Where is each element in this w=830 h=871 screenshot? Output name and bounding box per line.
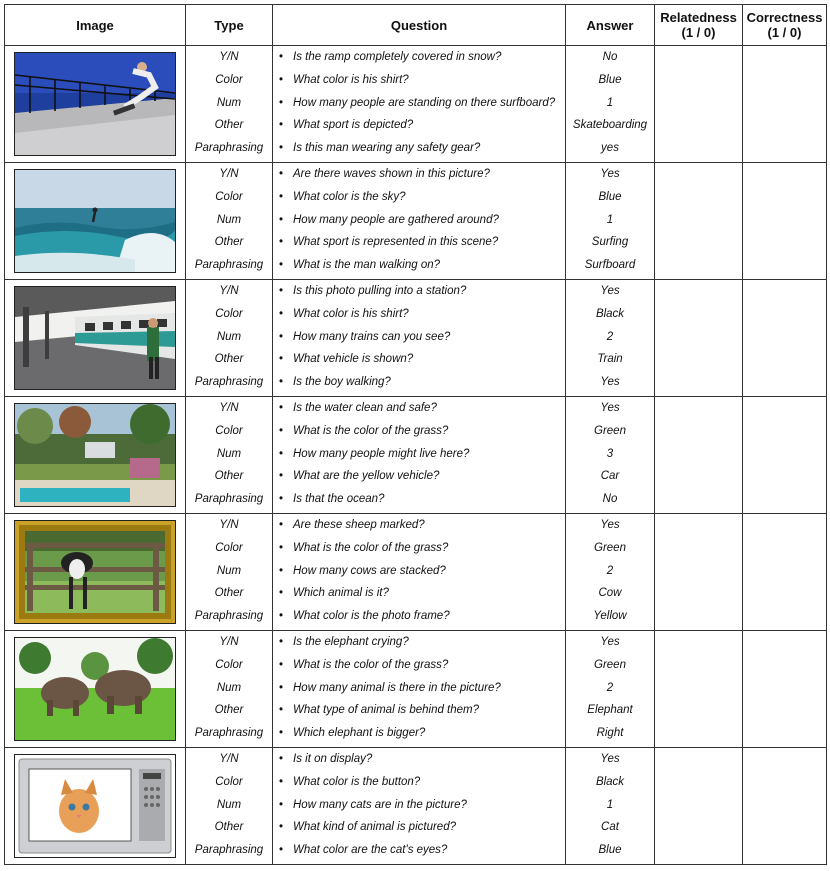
question-text: What type of animal is behind them? (293, 704, 480, 717)
header-relatedness-label: Relatedness (660, 10, 737, 25)
table-row (5, 397, 827, 514)
question-text: Is the boy walking? (293, 376, 391, 389)
question-cell (273, 748, 566, 865)
type-cell (186, 397, 273, 514)
bullet-icon: • (279, 610, 284, 623)
evaluation-table (4, 4, 827, 865)
question-item (273, 839, 565, 862)
bullet-icon: • (279, 727, 284, 740)
bullet-icon: • (279, 259, 284, 272)
question-text: What color is his shirt? (293, 307, 409, 320)
bullet-icon: • (279, 213, 284, 226)
bullet-icon: • (279, 658, 284, 671)
answer-text: No (602, 493, 618, 506)
bullet-icon: • (279, 119, 284, 132)
question-cell (273, 631, 566, 748)
type-other: Other (214, 587, 244, 600)
question-item (273, 605, 565, 628)
bullet-icon: • (279, 681, 284, 694)
correctness-cell[interactable] (743, 514, 827, 631)
question-cell (273, 46, 566, 163)
type-color: Color (215, 190, 243, 203)
type-paraphrasing: Paraphrasing (194, 142, 264, 155)
answer-text: Cat (601, 821, 619, 834)
answer-text: Green (594, 541, 626, 554)
question-item (273, 46, 565, 69)
answer-text: Black (595, 307, 625, 320)
question-cell (273, 397, 566, 514)
answer-text: Black (595, 775, 625, 788)
answer-text: Surfboard (584, 259, 636, 272)
question-item (273, 326, 565, 349)
bullet-icon: • (279, 704, 284, 717)
image-cell (5, 280, 186, 397)
question-text: What color are the cat's eyes? (293, 844, 448, 857)
header-row (5, 5, 827, 46)
question-item (273, 69, 565, 92)
bullet-icon: • (279, 142, 284, 155)
answer-text: Yes (600, 402, 620, 414)
question-item (273, 397, 565, 420)
header-question: Question (273, 5, 566, 46)
type-yn: Y/N (219, 285, 239, 297)
header-correctness-scale: (1 / 0) (767, 25, 802, 40)
question-item (273, 465, 565, 488)
correctness-cell[interactable] (743, 631, 827, 748)
pool-garden-photo (14, 403, 176, 507)
question-item (273, 816, 565, 839)
answer-text: Blue (598, 190, 622, 203)
header-relatedness (655, 5, 743, 46)
question-text: What color is the sky? (293, 190, 406, 203)
question-text: Is this man wearing any safety gear? (293, 142, 481, 155)
question-item (273, 280, 565, 303)
question-item (273, 348, 565, 371)
answer-text: Surfing (591, 236, 629, 249)
question-item (273, 677, 565, 700)
question-text: What is the color of the grass? (293, 658, 449, 671)
type-other: Other (214, 236, 244, 249)
question-item (273, 748, 565, 771)
answer-cell (566, 631, 655, 748)
question-item (273, 631, 565, 654)
type-num: Num (216, 681, 242, 694)
question-item (273, 488, 565, 511)
type-paraphrasing: Paraphrasing (194, 844, 264, 857)
type-color: Color (215, 73, 243, 86)
answer-text: Train (597, 353, 623, 366)
bullet-icon: • (279, 519, 284, 531)
question-text: Is the elephant crying? (293, 636, 409, 648)
type-paraphrasing: Paraphrasing (194, 727, 264, 740)
type-paraphrasing: Paraphrasing (194, 259, 264, 272)
question-item (273, 699, 565, 722)
question-text: What is the color of the grass? (293, 424, 449, 437)
question-text: Is the water clean and safe? (293, 402, 437, 414)
bullet-icon: • (279, 424, 284, 437)
answer-text: Yes (600, 753, 620, 765)
question-text: How many people might live here? (293, 447, 470, 460)
relatedness-cell[interactable] (655, 631, 743, 748)
bullet-icon: • (279, 236, 284, 249)
image-cell (5, 631, 186, 748)
type-num: Num (216, 447, 242, 460)
question-text: How many cats are in the picture? (293, 798, 467, 811)
type-paraphrasing: Paraphrasing (194, 493, 264, 506)
question-text: What are the yellow vehicle? (293, 470, 440, 483)
header-relatedness-scale: (1 / 0) (681, 25, 716, 40)
answer-cell (566, 163, 655, 280)
question-item (273, 537, 565, 560)
type-other: Other (214, 821, 244, 834)
answer-text: Car (600, 470, 620, 483)
question-text: How many people are standing on there surfboard? (293, 96, 556, 109)
type-other: Other (214, 704, 244, 717)
question-text: How many trains can you see? (293, 330, 451, 343)
type-cell (186, 631, 273, 748)
correctness-cell[interactable] (743, 46, 827, 163)
type-color: Color (215, 658, 243, 671)
answer-text: Yes (600, 168, 620, 180)
answer-cell (566, 397, 655, 514)
question-cell (273, 514, 566, 631)
relatedness-cell[interactable] (655, 46, 743, 163)
microwave-cat-photo (14, 754, 176, 858)
answer-text: Yes (600, 376, 620, 389)
question-text: Which elephant is bigger? (293, 727, 426, 740)
train-station-photo (14, 286, 176, 390)
answer-text: Green (594, 424, 626, 437)
image-cell (5, 748, 186, 865)
table-row (5, 631, 827, 748)
answer-cell (566, 514, 655, 631)
question-text: What vehicle is shown? (293, 353, 414, 366)
bullet-icon: • (279, 51, 284, 63)
elephants-photo (14, 637, 176, 741)
question-item (273, 443, 565, 466)
question-text: How many people are gathered around? (293, 213, 499, 226)
type-yn: Y/N (219, 168, 239, 180)
table-row (5, 163, 827, 280)
relatedness-cell[interactable] (655, 397, 743, 514)
bullet-icon: • (279, 470, 284, 483)
question-item (273, 794, 565, 817)
question-text: Are there waves shown in this picture? (293, 168, 490, 180)
header-image: Image (5, 5, 186, 46)
type-color: Color (215, 775, 243, 788)
table-row (5, 46, 827, 163)
question-item (273, 231, 565, 254)
type-color: Color (215, 541, 243, 554)
bullet-icon: • (279, 96, 284, 109)
bullet-icon: • (279, 447, 284, 460)
header-correctness-label: Correctness (746, 10, 823, 25)
answer-text: Right (596, 727, 624, 740)
bullet-icon: • (279, 541, 284, 554)
type-num: Num (216, 213, 242, 226)
header-answer: Answer (566, 5, 655, 46)
image-cell (5, 46, 186, 163)
type-other: Other (214, 470, 244, 483)
question-text: Is the ramp completely covered in snow? (293, 51, 502, 63)
question-item (273, 420, 565, 443)
question-item (273, 582, 565, 605)
question-item (273, 137, 565, 160)
question-item (273, 209, 565, 232)
correctness-cell[interactable] (743, 163, 827, 280)
answer-text: 2 (606, 564, 614, 577)
question-text: What color is the photo frame? (293, 610, 450, 623)
type-paraphrasing: Paraphrasing (194, 610, 264, 623)
question-text: How many animal is there in the picture? (293, 681, 501, 694)
answer-text: 1 (606, 213, 614, 226)
answer-text: 2 (606, 681, 614, 694)
question-item (273, 186, 565, 209)
question-item (273, 114, 565, 137)
image-cell (5, 397, 186, 514)
skateboarder-photo (14, 52, 176, 156)
bullet-icon: • (279, 798, 284, 811)
type-yn: Y/N (219, 402, 239, 414)
answer-text: yes (601, 142, 619, 155)
answer-text: 2 (606, 330, 614, 343)
bullet-icon: • (279, 190, 284, 203)
question-item (273, 514, 565, 537)
answer-cell (566, 280, 655, 397)
image-cell (5, 163, 186, 280)
relatedness-cell[interactable] (655, 163, 743, 280)
bullet-icon: • (279, 307, 284, 320)
answer-cell (566, 748, 655, 865)
answer-text: 1 (606, 96, 614, 109)
table-row (5, 748, 827, 865)
image-cell (5, 514, 186, 631)
bullet-icon: • (279, 168, 284, 180)
bullet-icon: • (279, 821, 284, 834)
type-yn: Y/N (219, 636, 239, 648)
relatedness-cell[interactable] (655, 514, 743, 631)
type-num: Num (216, 564, 242, 577)
relatedness-cell[interactable] (655, 280, 743, 397)
question-text: Which animal is it? (293, 587, 389, 600)
question-text: What sport is depicted? (293, 119, 414, 132)
type-yn: Y/N (219, 51, 239, 63)
question-item (273, 163, 565, 186)
question-text: What color is the button? (293, 775, 421, 788)
type-cell (186, 514, 273, 631)
type-paraphrasing: Paraphrasing (194, 376, 264, 389)
question-item (273, 254, 565, 277)
question-item (273, 371, 565, 394)
table-row (5, 280, 827, 397)
header-correctness (743, 5, 827, 46)
type-yn: Y/N (219, 753, 239, 765)
type-other: Other (214, 353, 244, 366)
bullet-icon: • (279, 493, 284, 506)
bullet-icon: • (279, 636, 284, 648)
type-cell (186, 46, 273, 163)
answer-text: No (602, 51, 618, 63)
answer-cell (566, 46, 655, 163)
relatedness-cell[interactable] (655, 748, 743, 865)
answer-text: Yes (600, 636, 620, 648)
correctness-cell[interactable] (743, 280, 827, 397)
bullet-icon: • (279, 564, 284, 577)
type-cell (186, 748, 273, 865)
answer-text: Cow (598, 587, 622, 600)
answer-text: Skateboarding (572, 119, 648, 132)
question-text: Is that the ocean? (293, 493, 385, 506)
type-num: Num (216, 96, 242, 109)
question-text: What color is his shirt? (293, 73, 409, 86)
answer-text: Green (594, 658, 626, 671)
type-num: Num (216, 798, 242, 811)
type-num: Num (216, 330, 242, 343)
answer-text: Yes (600, 285, 620, 297)
type-other: Other (214, 119, 244, 132)
bullet-icon: • (279, 285, 284, 297)
bullet-icon: • (279, 775, 284, 788)
question-text: What sport is represented in this scene? (293, 236, 499, 249)
question-item (273, 654, 565, 677)
question-text: How many cows are stacked? (293, 564, 446, 577)
question-text: Is it on display? (293, 753, 373, 765)
type-cell (186, 163, 273, 280)
question-item (273, 303, 565, 326)
answer-text: Elephant (587, 704, 633, 717)
answer-text: 3 (606, 447, 614, 460)
bullet-icon: • (279, 73, 284, 86)
correctness-cell[interactable] (743, 397, 827, 514)
answer-text: Yes (600, 519, 620, 531)
bullet-icon: • (279, 753, 284, 765)
type-yn: Y/N (219, 519, 239, 531)
framed-cows-photo (14, 520, 176, 624)
table-row (5, 514, 827, 631)
question-text: What kind of animal is pictured? (293, 821, 456, 834)
question-item (273, 771, 565, 794)
question-cell (273, 163, 566, 280)
answer-text: Blue (598, 844, 622, 857)
correctness-cell[interactable] (743, 748, 827, 865)
surfer-wave-photo (14, 169, 176, 273)
question-item (273, 722, 565, 745)
question-cell (273, 280, 566, 397)
question-text: What is the man walking on? (293, 259, 441, 272)
bullet-icon: • (279, 330, 284, 343)
type-cell (186, 280, 273, 397)
question-text: Are these sheep marked? (293, 519, 425, 531)
bullet-icon: • (279, 587, 284, 600)
question-item (273, 560, 565, 583)
bullet-icon: • (279, 844, 284, 857)
answer-text: Yellow (593, 610, 627, 623)
question-text: What is the color of the grass? (293, 541, 449, 554)
type-color: Color (215, 424, 243, 437)
bullet-icon: • (279, 353, 284, 366)
question-text: Is this photo pulling into a station? (293, 285, 467, 297)
answer-text: Blue (598, 73, 622, 86)
bullet-icon: • (279, 402, 284, 414)
type-color: Color (215, 307, 243, 320)
question-item (273, 92, 565, 115)
header-type: Type (186, 5, 273, 46)
answer-text: 1 (606, 798, 614, 811)
bullet-icon: • (279, 376, 284, 389)
